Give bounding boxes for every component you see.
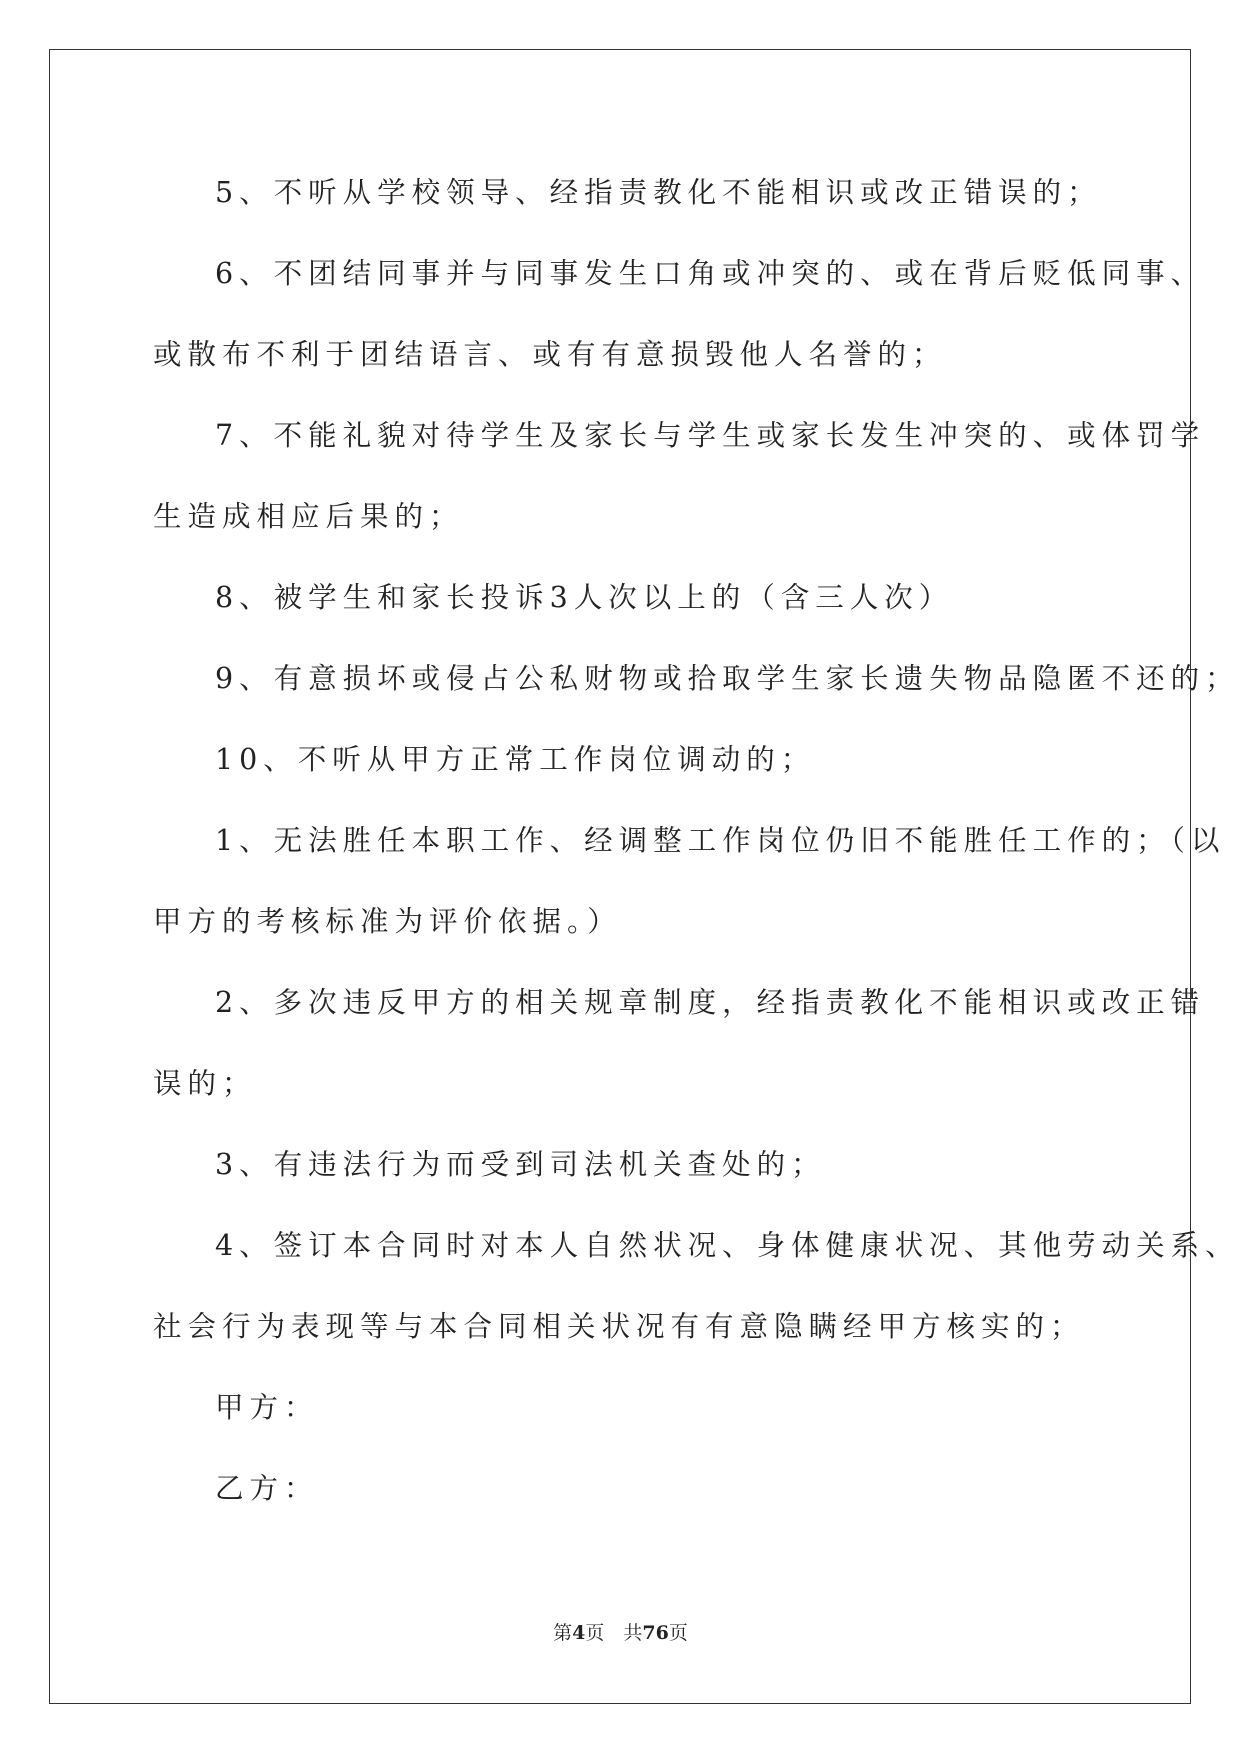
paragraph-line: 3、有违法行为而受到司法机关查处的； — [215, 1148, 826, 1181]
paragraph-line: 9、有意损坏或侵占公私财物或拾取学生家长遗失物品隐匿不还的； — [215, 662, 1240, 695]
paragraph-line: 甲方的考核标准为评价依据。） — [153, 905, 622, 938]
paragraph-line: 1、无法胜任本职工作、经调整工作岗位仍旧不能胜任工作的；（以 — [215, 824, 1226, 857]
paragraph-line: 5、不听从学校领导、经指责教化不能相识或改正错误的； — [215, 176, 1102, 209]
party-b-label: 乙方： — [215, 1472, 319, 1505]
paragraph-line: 8、被学生和家长投诉3人次以上的（含三人次） — [215, 581, 954, 614]
footer-prefix: 第 — [553, 1622, 573, 1644]
paragraph-line: 4、签订本合同时对本人自然状况、身体健康状况、其他劳动关系、 — [215, 1229, 1240, 1262]
paragraph-line: 7、不能礼貌对待学生及家长与学生或家长发生冲突的、或体罚学 — [215, 419, 1206, 452]
party-a-label: 甲方： — [215, 1391, 319, 1424]
footer-mid: 页 共 — [585, 1622, 643, 1644]
paragraph-line: 生造成相应后果的； — [153, 500, 464, 533]
paragraph-line: 6、不团结同事并与同事发生口角或冲突的、或在背后贬低同事、 — [215, 257, 1206, 290]
paragraph-line: 2、多次违反甲方的相关规章制度，经指责教化不能相识或改正错 — [215, 986, 1206, 1019]
total-page-count: 76 — [642, 1622, 669, 1644]
document-body — [153, 165, 1240, 1542]
paragraph-line: 误的； — [153, 1067, 257, 1100]
paragraph-line: 10、不听从甲方正常工作岗位调动的； — [215, 743, 816, 776]
paragraph-line: 或散布不利于团结语言、或有有意损毁他人名誉的； — [153, 338, 947, 371]
page-footer — [0, 1618, 1241, 1645]
current-page-number: 4 — [572, 1622, 586, 1644]
footer-suffix: 页 — [668, 1622, 688, 1644]
paragraph-line: 社会行为表现等与本合同相关状况有有意隐瞒经甲方核实的； — [153, 1310, 1085, 1343]
